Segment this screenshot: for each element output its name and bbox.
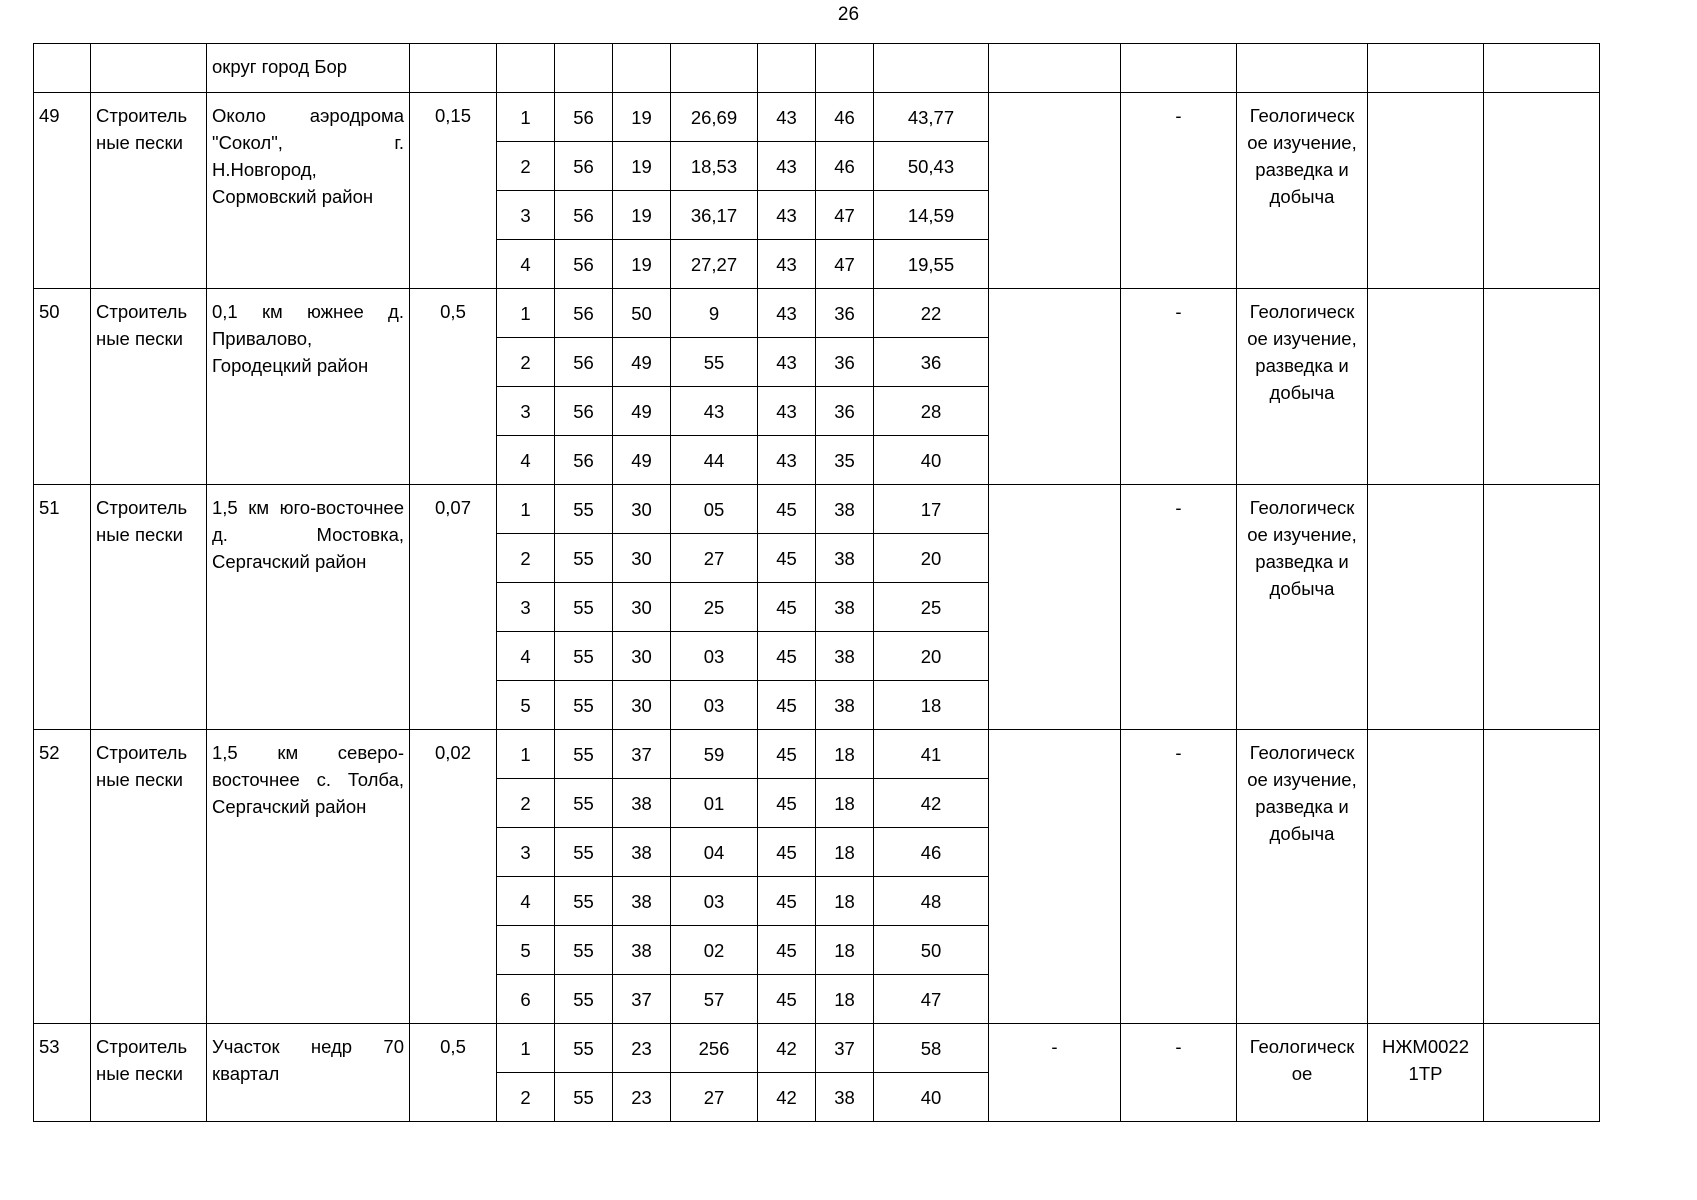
- notes-cell: [1484, 93, 1600, 289]
- cell-empty: [1121, 44, 1237, 93]
- lon-degrees: 43: [758, 93, 816, 142]
- lon-minutes: 46: [816, 142, 874, 191]
- location-description: Участок недр 70 квартал: [207, 1024, 410, 1122]
- lat-seconds: 18,53: [671, 142, 758, 191]
- lon-seconds: 40: [874, 436, 989, 485]
- lat-minutes: 38: [613, 828, 671, 877]
- lat-minutes: 38: [613, 926, 671, 975]
- point-number: 4: [497, 436, 555, 485]
- section-number: 49: [34, 93, 91, 289]
- license-number: [1368, 485, 1484, 730]
- usage-purpose: Геологическ ое изучение, разведка и добыча: [1237, 730, 1368, 1024]
- lon-seconds: 25: [874, 583, 989, 632]
- lon-degrees: 42: [758, 1024, 816, 1073]
- lat-degrees: 55: [555, 975, 613, 1024]
- resources-value: -: [989, 1024, 1121, 1122]
- section-row: [34, 485, 1600, 534]
- lat-degrees: 56: [555, 240, 613, 289]
- usage-purpose: Геологическ ое: [1237, 1024, 1368, 1122]
- lon-seconds: 19,55: [874, 240, 989, 289]
- license-number: [1368, 93, 1484, 289]
- lon-minutes: 37: [816, 1024, 874, 1073]
- lat-degrees: 55: [555, 926, 613, 975]
- continuation-row: [34, 44, 1600, 93]
- lon-degrees: 42: [758, 1073, 816, 1122]
- resources-value: [989, 93, 1121, 289]
- subsoil-registry-table: [33, 43, 1600, 1122]
- deposit-status: -: [1121, 93, 1237, 289]
- section-number: 53: [34, 1024, 91, 1122]
- location-description: 1,5 км юго-восточнее д. Мостовка, Сергачский район: [207, 485, 410, 730]
- lat-minutes: 30: [613, 583, 671, 632]
- lon-minutes: 36: [816, 289, 874, 338]
- point-number: 3: [497, 828, 555, 877]
- section-row: [34, 289, 1600, 338]
- lat-seconds: 26,69: [671, 93, 758, 142]
- cell-empty: [555, 44, 613, 93]
- lat-degrees: 55: [555, 485, 613, 534]
- lon-seconds: 40: [874, 1073, 989, 1122]
- lat-degrees: 55: [555, 877, 613, 926]
- lon-minutes: 38: [816, 632, 874, 681]
- point-number: 1: [497, 289, 555, 338]
- lat-degrees: 56: [555, 338, 613, 387]
- license-number: НЖМ0022 1ТР: [1368, 1024, 1484, 1122]
- lat-seconds: 04: [671, 828, 758, 877]
- point-number: 3: [497, 387, 555, 436]
- lon-minutes: 38: [816, 534, 874, 583]
- area-value: 0,02: [410, 730, 497, 1024]
- lon-minutes: 36: [816, 387, 874, 436]
- license-number: [1368, 289, 1484, 485]
- lat-minutes: 23: [613, 1073, 671, 1122]
- lat-seconds: 44: [671, 436, 758, 485]
- lat-seconds: 03: [671, 632, 758, 681]
- registry-body: [34, 44, 1600, 1122]
- usage-purpose: Геологическ ое изучение, разведка и добыча: [1237, 289, 1368, 485]
- mineral-type: Строитель ные пески: [91, 93, 207, 289]
- lat-minutes: 38: [613, 779, 671, 828]
- cell-empty: [1484, 44, 1600, 93]
- lat-minutes: 30: [613, 681, 671, 730]
- lat-seconds: 27: [671, 534, 758, 583]
- location-description: 0,1 км южнее д. Привалово, Городецкий район: [207, 289, 410, 485]
- point-number: 1: [497, 730, 555, 779]
- mineral-type: Строитель ные пески: [91, 289, 207, 485]
- lat-minutes: 37: [613, 975, 671, 1024]
- lon-degrees: 45: [758, 926, 816, 975]
- point-number: 6: [497, 975, 555, 1024]
- lat-seconds: 9: [671, 289, 758, 338]
- lon-seconds: 20: [874, 534, 989, 583]
- lat-degrees: 56: [555, 142, 613, 191]
- location-cell: округ город Бор: [207, 44, 410, 93]
- lon-minutes: 18: [816, 828, 874, 877]
- lon-seconds: 50,43: [874, 142, 989, 191]
- lon-minutes: 18: [816, 730, 874, 779]
- lon-degrees: 45: [758, 632, 816, 681]
- location-description: 1,5 км северо-восточнее с. Толба, Сергачский район: [207, 730, 410, 1024]
- cell-empty: [1368, 44, 1484, 93]
- lon-degrees: 45: [758, 877, 816, 926]
- lon-degrees: 45: [758, 828, 816, 877]
- point-number: 4: [497, 240, 555, 289]
- lon-seconds: 46: [874, 828, 989, 877]
- lat-seconds: 43: [671, 387, 758, 436]
- cell-empty: [816, 44, 874, 93]
- lon-seconds: 48: [874, 877, 989, 926]
- lon-minutes: 47: [816, 191, 874, 240]
- point-number: 2: [497, 779, 555, 828]
- lat-minutes: 19: [613, 240, 671, 289]
- notes-cell: [1484, 1024, 1600, 1122]
- lon-seconds: 41: [874, 730, 989, 779]
- point-number: 1: [497, 93, 555, 142]
- section-number: 51: [34, 485, 91, 730]
- lat-minutes: 30: [613, 534, 671, 583]
- lat-degrees: 56: [555, 436, 613, 485]
- resources-value: [989, 730, 1121, 1024]
- lat-minutes: 19: [613, 93, 671, 142]
- lon-degrees: 45: [758, 583, 816, 632]
- cell-empty: [497, 44, 555, 93]
- lat-degrees: 55: [555, 1073, 613, 1122]
- section-row: [34, 93, 1600, 142]
- lat-seconds: 01: [671, 779, 758, 828]
- page-number: 26: [837, 4, 860, 25]
- lon-degrees: 45: [758, 975, 816, 1024]
- lat-seconds: 59: [671, 730, 758, 779]
- lon-seconds: 58: [874, 1024, 989, 1073]
- lon-degrees: 43: [758, 142, 816, 191]
- cell-empty: [671, 44, 758, 93]
- lat-minutes: 50: [613, 289, 671, 338]
- section-row: [34, 730, 1600, 779]
- point-number: 3: [497, 191, 555, 240]
- lon-seconds: 43,77: [874, 93, 989, 142]
- lon-degrees: 43: [758, 289, 816, 338]
- section-number: 52: [34, 730, 91, 1024]
- lon-seconds: 18: [874, 681, 989, 730]
- area-value: 0,07: [410, 485, 497, 730]
- deposit-status: -: [1121, 1024, 1237, 1122]
- lat-degrees: 56: [555, 387, 613, 436]
- lat-minutes: 49: [613, 436, 671, 485]
- point-number: 1: [497, 1024, 555, 1073]
- area-value: 0,5: [410, 1024, 497, 1122]
- resources-value: [989, 289, 1121, 485]
- lon-minutes: 46: [816, 93, 874, 142]
- lon-seconds: 47: [874, 975, 989, 1024]
- lat-degrees: 55: [555, 779, 613, 828]
- lon-minutes: 47: [816, 240, 874, 289]
- lon-degrees: 45: [758, 681, 816, 730]
- lat-degrees: 55: [555, 681, 613, 730]
- lat-degrees: 55: [555, 730, 613, 779]
- lat-degrees: 56: [555, 289, 613, 338]
- location-description: Около аэродрома "Сокол", г. Н.Новгород, Сормовский район: [207, 93, 410, 289]
- lon-seconds: 20: [874, 632, 989, 681]
- lat-seconds: 03: [671, 877, 758, 926]
- lon-minutes: 35: [816, 436, 874, 485]
- lat-seconds: 57: [671, 975, 758, 1024]
- lat-seconds: 05: [671, 485, 758, 534]
- section-number: 50: [34, 289, 91, 485]
- area-value: 0,15: [410, 93, 497, 289]
- lat-minutes: 38: [613, 877, 671, 926]
- point-number: 5: [497, 681, 555, 730]
- lon-seconds: 14,59: [874, 191, 989, 240]
- lat-degrees: 55: [555, 534, 613, 583]
- lon-seconds: 50: [874, 926, 989, 975]
- lon-degrees: 43: [758, 387, 816, 436]
- lon-degrees: 43: [758, 436, 816, 485]
- usage-purpose: Геологическ ое изучение, разведка и добыча: [1237, 485, 1368, 730]
- lat-seconds: 02: [671, 926, 758, 975]
- point-number: 2: [497, 534, 555, 583]
- cell-empty: [989, 44, 1121, 93]
- lon-seconds: 17: [874, 485, 989, 534]
- point-number: 2: [497, 338, 555, 387]
- lat-degrees: 56: [555, 191, 613, 240]
- lon-degrees: 45: [758, 779, 816, 828]
- lon-minutes: 36: [816, 338, 874, 387]
- lon-seconds: 42: [874, 779, 989, 828]
- usage-purpose: Геологическ ое изучение, разведка и добыча: [1237, 93, 1368, 289]
- lat-degrees: 55: [555, 583, 613, 632]
- cell-empty: [874, 44, 989, 93]
- cell-empty: [613, 44, 671, 93]
- cell-empty: [758, 44, 816, 93]
- lat-degrees: 56: [555, 93, 613, 142]
- resources-value: [989, 485, 1121, 730]
- mineral-type: Строитель ные пески: [91, 1024, 207, 1122]
- area-value: 0,5: [410, 289, 497, 485]
- cell-empty: [1237, 44, 1368, 93]
- deposit-status: -: [1121, 730, 1237, 1024]
- mineral-type: Строитель ные пески: [91, 730, 207, 1024]
- lat-degrees: 55: [555, 828, 613, 877]
- lat-minutes: 30: [613, 485, 671, 534]
- lon-degrees: 43: [758, 338, 816, 387]
- lat-minutes: 49: [613, 387, 671, 436]
- notes-cell: [1484, 730, 1600, 1024]
- point-number: 4: [497, 632, 555, 681]
- cell-empty: [91, 44, 207, 93]
- point-number: 3: [497, 583, 555, 632]
- point-number: 2: [497, 142, 555, 191]
- lat-degrees: 55: [555, 1024, 613, 1073]
- deposit-status: -: [1121, 289, 1237, 485]
- notes-cell: [1484, 289, 1600, 485]
- cell-empty: [410, 44, 497, 93]
- lat-minutes: 19: [613, 142, 671, 191]
- license-number: [1368, 730, 1484, 1024]
- point-number: 2: [497, 1073, 555, 1122]
- lon-minutes: 38: [816, 1073, 874, 1122]
- lat-degrees: 55: [555, 632, 613, 681]
- cell-empty: [34, 44, 91, 93]
- lon-seconds: 36: [874, 338, 989, 387]
- lon-degrees: 43: [758, 240, 816, 289]
- lat-minutes: 19: [613, 191, 671, 240]
- lat-seconds: 25: [671, 583, 758, 632]
- lat-seconds: 27,27: [671, 240, 758, 289]
- lat-seconds: 256: [671, 1024, 758, 1073]
- lon-minutes: 18: [816, 975, 874, 1024]
- lon-minutes: 18: [816, 877, 874, 926]
- lon-minutes: 38: [816, 681, 874, 730]
- lat-minutes: 30: [613, 632, 671, 681]
- lon-minutes: 18: [816, 779, 874, 828]
- lat-minutes: 49: [613, 338, 671, 387]
- notes-cell: [1484, 485, 1600, 730]
- lat-minutes: 37: [613, 730, 671, 779]
- lat-seconds: 27: [671, 1073, 758, 1122]
- lon-degrees: 43: [758, 191, 816, 240]
- lon-minutes: 38: [816, 583, 874, 632]
- deposit-status: -: [1121, 485, 1237, 730]
- lon-seconds: 22: [874, 289, 989, 338]
- lat-seconds: 36,17: [671, 191, 758, 240]
- mineral-type: Строитель ные пески: [91, 485, 207, 730]
- lon-degrees: 45: [758, 485, 816, 534]
- lon-seconds: 28: [874, 387, 989, 436]
- lat-minutes: 23: [613, 1024, 671, 1073]
- point-number: 1: [497, 485, 555, 534]
- lon-degrees: 45: [758, 534, 816, 583]
- lat-seconds: 55: [671, 338, 758, 387]
- point-number: 5: [497, 926, 555, 975]
- lon-minutes: 38: [816, 485, 874, 534]
- section-row: [34, 1024, 1600, 1073]
- lon-degrees: 45: [758, 730, 816, 779]
- lon-minutes: 18: [816, 926, 874, 975]
- lat-seconds: 03: [671, 681, 758, 730]
- point-number: 4: [497, 877, 555, 926]
